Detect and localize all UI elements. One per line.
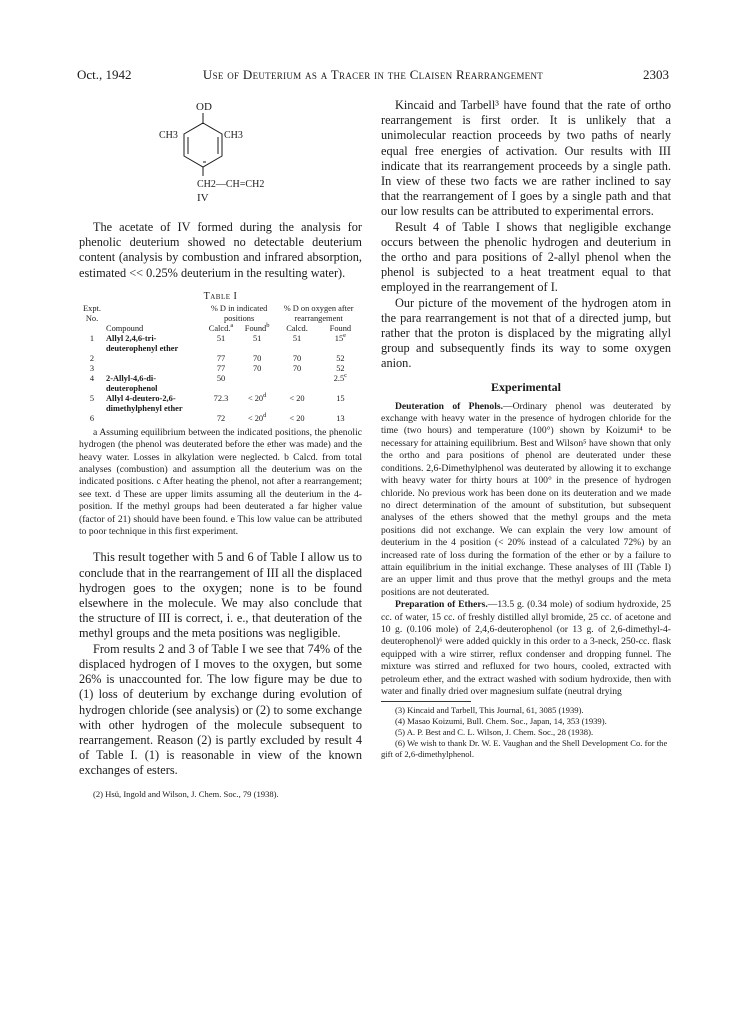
- structure-bottom: CH2—CH=CH2: [197, 179, 265, 190]
- experimental-paragraph: Preparation of Ethers.—13.5 g. (0.34 mole) of sodium hydroxide, 25 cc. of water, 15 cc. of freshly distilled allyl bromide, 25 cc. of acetone and 10 g. (0.106 mole) of 2,4,6-deuterophenol (or 13 g. of 2,6-dimethyl-4-deuterophenol)⁶ were added quickly in this order to a 3-neck, 250-cc. flask equipped with a wire stirrer, reflux condenser and dropping funnel. The mixture was stirred and refluxed for two hours, cooled, extracted with petroleum ether, and the extract washed with sodium hydroxide, then with water and finally dried over magnesium sulfate (neutral drying: [381, 599, 672, 697]
- table-row: 3 77 70 70 52: [89, 363, 345, 373]
- running-title: Use of Deuterium as a Tracer in the Claisen Rearrangement: [202, 67, 544, 82]
- data-table: [79, 304, 362, 424]
- structure-left: CH3: [159, 130, 178, 141]
- paragraph: The acetate of IV formed during the analysis for phenolic deuterium showed no detectable deuterium content (analysis by combustion and infrared absorption, estimated << 0.25% deuterium in the resulting water).: [79, 220, 362, 280]
- page-number: 2303: [643, 67, 669, 82]
- table-i: [79, 291, 362, 539]
- table-notes: a Assuming equilibrium between the indicated positions, the phenolic hydrogen (the phenol was deuterated before the ether was made) and the heavy water. Losses in alkylation were neglected. b Calcd. from total analyses (combustion) and assumption all the deuterium was on the indicated positions. c After heating the phenol, not after a rearrangement; see text. d These are upper limits assuming all the deuterium in the 4-position. If the methyl groups had been deuterated a far higher value (factor of 21) should have been found. e This low value can be attributed to poor technique in this first experiment.: [79, 426, 362, 538]
- benzene-ring-icon: [79, 98, 362, 220]
- table-header-row: [79, 304, 362, 324]
- paragraph: From results 2 and 3 of Table I we see that 74% of the displaced hydrogen of I moves to the oxygen, but some 26% is unaccounted for. The low figure may be due to (1) loss of deuterium by exchange during evolution of hydrogen chloride (see analysis) or (2) to some exchange with other hydrogen of the molecule subsequent to rearrangement. Reason (2) is partly excluded by result 4 of Table I. (1) is reasonable in view of the known exchanges of esters.: [79, 641, 362, 778]
- footnote-divider: [381, 701, 471, 702]
- table-row: 6 72 < $20^d$ < 20 13: [89, 412, 345, 423]
- experimental-paragraph: Deuteration of Phenols.—Ordinary phenol was deuterated by exchange with heavy water in the presence of hydrogen chloride for the time (two hours) and temperature (100°) shown by Koizumi⁴ to be necessary for attaining equilibrium. Best and Wilson⁵ have shown that only the ortho and para positions of phenol are deuterated under these conditions. 2,6-Dimethylphenol was deuterated by allowing it to exchange with heavy water for thirty hours at 100° in the presence of hydrogen chloride. No previous work has been done on its deuteration and we made no direct determination of the amount of substitution, but subsequent analyses of the ethers showed that the methyl groups and the meta positions did not exchange. We can explain the very low amount of deuterium in the 4 position (< 20% instead of a calculated 72%) by an increased rate of loss during the formation of the ether or by a failure to attain equilibrium in the initial exchange. These analyses of III (Table I) are an upper limit and thus prove that the methyl groups and the meta positions are not deuterated.: [381, 400, 671, 598]
- paragraph: This result together with 5 and 6 of Table I allow us to conclude that in the rearrangement of III all the displaced hydrogen goes to the oxygen; none is to be found elsewhere in the molecule. We may also conclude that the structure of III is correct, i. e., that deuteration of the methyl groups and the meta positions was negligible.: [79, 550, 362, 641]
- header-date: Oct., 1942: [77, 67, 132, 82]
- sub-found: Found$^b$: [244, 322, 270, 333]
- sub-found: Found: [329, 323, 352, 333]
- table-title: Table I: [203, 290, 238, 302]
- footnote: (3) Kincaid and Tarbell, This Journal, 61, 3085 (1939).: [395, 705, 584, 716]
- col-expt: Expt. No.: [83, 303, 101, 323]
- paragraph: Our picture of the movement of the hydrogen atom in the para rearrangement is not that of a directed jump, but rather that the proton is displaced by the migrating allyl group and subsequently finds its way to some oxygen anion.: [381, 295, 671, 371]
- sub-calcd: Calcd.$^a$: [208, 322, 234, 333]
- paragraph: Result 4 of Table I shows that negligible exchange occurs between the phenolic hydrogen and deuterium in the ortho and para positions of 2-allyl phenol when the phenol is subjected to a heat treatment equal to that employed in the rearrangement of I.: [381, 219, 671, 295]
- sub-calcd: Calcd.: [286, 323, 308, 333]
- col-d-oxygen: % D on oxygen after rearrangement: [283, 303, 354, 323]
- table-row: 5 Allyl 4-deutero-2,6-dimethylphenyl ether 72.3 < $20^d$ < 20 15: [89, 392, 345, 413]
- footnote: (2) Hsü, Ingold and Wilson, J. Chem. Soc., 79 (1938).: [93, 788, 279, 799]
- footnote: (4) Masao Koizumi, Bull. Chem. Soc., Japan, 14, 353 (1939).: [395, 716, 607, 727]
- section-heading: Experimental: [491, 379, 561, 394]
- col-d-positions: % D in indicated positions: [210, 303, 268, 323]
- footnote: (6) We wish to thank Dr. W. E. Vaughan and the Shell Development Co. for the gift of 2,6-dimethylphenol.: [381, 738, 668, 760]
- right-column: [381, 98, 671, 760]
- table-row: 1 Allyl 2,4,6-tri-deuterophenyl ether 51 51 51 15e: [89, 332, 347, 353]
- structure-label: IV: [197, 192, 209, 204]
- col-compound: Compound: [106, 323, 144, 333]
- run-in-head: Deuteration of Phenols.: [395, 400, 503, 412]
- left-column: [79, 98, 362, 800]
- structure-top: OD: [196, 101, 212, 113]
- chemical-structure-iv: [79, 98, 362, 220]
- run-in-head: Preparation of Ethers.: [395, 599, 488, 611]
- table-row: 4 2-Allyl-4,6-di-deuterophenol 50 2.5$^c$: [89, 372, 348, 393]
- structure-right: CH3: [224, 130, 243, 141]
- table-row: 2 77 70 70 52: [89, 353, 345, 363]
- page-header: [77, 67, 669, 83]
- footnote: (5) A. P. Best and C. L. Wilson, J. Chem. Soc., 28 (1938).: [395, 727, 594, 738]
- paragraph: Kincaid and Tarbell³ have found that the rate of ortho rearrangement is first order. It is unlikely that a unimolecular reaction proceeds by two paths of nearly equal free energies of activation. Our results with III indicate that its rearrangement proceeds by a single path. In view of these two facts we are rather inclined to say that the rearrangement of I goes by a single path and that our low results can be attributed to experimental errors.: [381, 98, 671, 219]
